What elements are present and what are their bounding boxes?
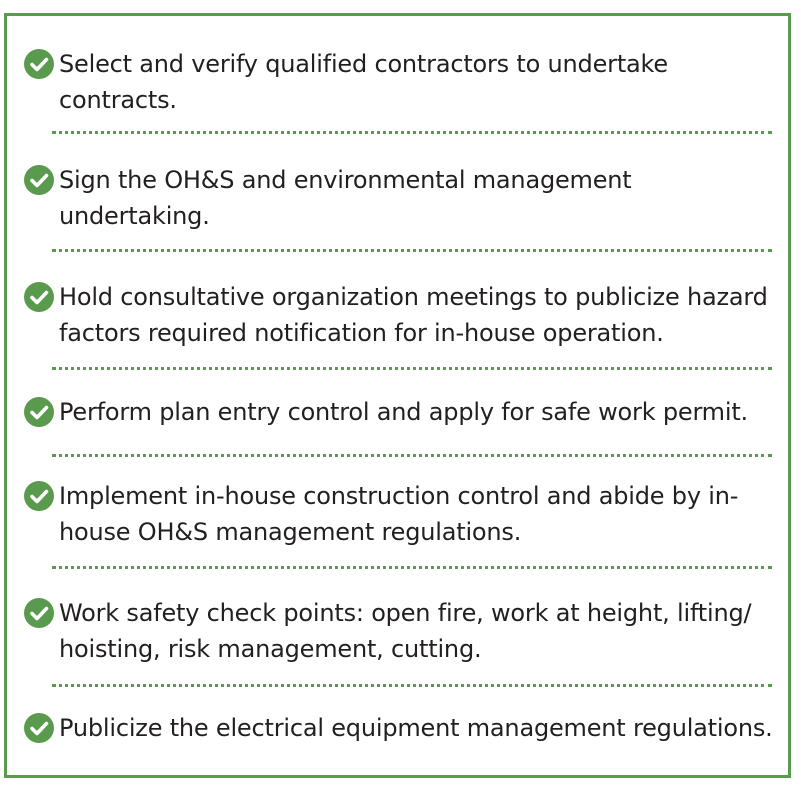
- dotted-divider: [52, 249, 772, 252]
- dotted-divider: [52, 454, 772, 457]
- check-circle-icon: [24, 598, 54, 628]
- list-item-text: Implement in-house construction control and abide by in- house OH&S management regulations.: [59, 482, 739, 546]
- list-item-text: Select and verify qualified contractors to undertake contracts.: [59, 50, 668, 114]
- check-circle-icon: [24, 282, 54, 312]
- list-item-text: Sign the OH&S and environmental management undertaking.: [59, 166, 632, 230]
- dotted-divider: [52, 131, 772, 134]
- check-circle-icon: [24, 713, 54, 743]
- check-circle-icon: [24, 165, 54, 195]
- list-item-text: Hold consultative organization meetings to publicize hazard factors required notification for in-house operation.: [59, 283, 768, 347]
- list-item-text: Work safety check points: open fire, work at height, lifting/ hoisting, risk management, cutting.: [59, 599, 752, 663]
- check-circle-icon: [24, 397, 54, 427]
- list-item-text: Perform plan entry control and apply for safe work permit.: [59, 398, 748, 426]
- list-item-text: Publicize the electrical equipment management regulations.: [59, 714, 773, 742]
- check-circle-icon: [24, 481, 54, 511]
- dotted-divider: [52, 566, 772, 569]
- check-circle-icon: [24, 49, 54, 79]
- dotted-divider: [52, 367, 772, 370]
- dotted-divider: [52, 684, 772, 687]
